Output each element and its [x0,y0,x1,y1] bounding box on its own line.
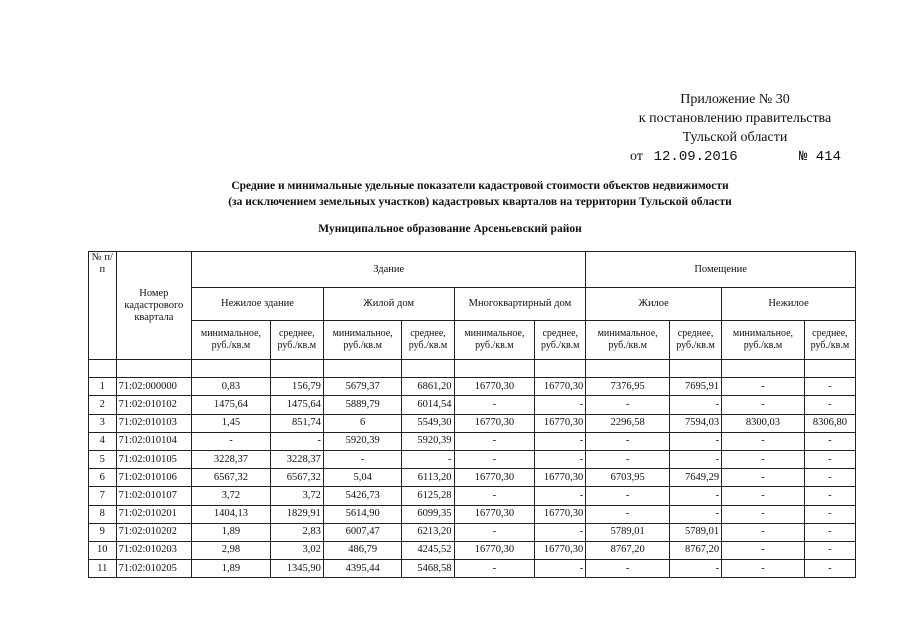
value-cell: 6703,95 [586,469,670,487]
value-cell: - [535,487,586,505]
value-cell: - [722,541,805,559]
value-cell: 5,04 [323,469,402,487]
value-cell: - [535,523,586,541]
value-cell: - [670,432,722,450]
avg-header: среднее, руб./кв.м [670,321,722,360]
resolution-date: 12.09.2016 [653,149,738,165]
table-row [89,487,856,505]
value-cell: 4245,52 [402,541,454,559]
value-cell: 16770,30 [535,469,586,487]
value-cell: 1404,13 [192,505,271,523]
value-cell: 5679,37 [323,378,402,396]
resolution-number: № 414 [798,149,841,165]
quarter-cell: 71:02:010205 [116,560,192,578]
value-cell: 2296,58 [586,414,670,432]
sub-house-header: Жилой дом [323,288,454,321]
value-cell: 7376,95 [586,378,670,396]
table-row [89,414,856,432]
row-number-cell: 4 [89,432,117,450]
value-cell: - [722,560,805,578]
value-cell: - [535,432,586,450]
value-cell: 1345,90 [270,560,323,578]
value-cell: - [454,487,535,505]
value-cell: - [722,523,805,541]
value-cell: - [670,450,722,468]
table-row [89,396,856,414]
min-header: минимальное, руб./кв.м [323,321,402,360]
value-cell: - [722,450,805,468]
title-line-2: (за исключением земельных участков) кадастровых кварталов на территории Тульской области [228,196,732,208]
value-cell: 1475,64 [270,396,323,414]
row-number-cell: 3 [89,414,117,432]
value-cell: 16770,30 [454,469,535,487]
row-number-cell: 1 [89,378,117,396]
value-cell: - [454,396,535,414]
table-row [89,432,856,450]
value-cell: - [586,450,670,468]
value-cell: 7695,91 [670,378,722,396]
value-cell: 7649,29 [670,469,722,487]
annex-number: Приложение № 30 [680,92,790,107]
avg-header: среднее, руб./кв.м [270,321,323,360]
value-cell: 16770,30 [535,414,586,432]
value-cell: - [323,450,402,468]
value-cell: - [722,396,805,414]
quarter-cell: 71:02:010103 [116,414,192,432]
value-cell: - [722,487,805,505]
value-cell: - [804,505,855,523]
value-cell: 2,83 [270,523,323,541]
value-cell: 8306,80 [804,414,855,432]
value-cell: 16770,30 [454,378,535,396]
quarter-cell: 71:02:000000 [116,378,192,396]
value-cell: 5920,39 [323,432,402,450]
table-row [89,450,856,468]
min-header: минимальное, руб./кв.м [454,321,535,360]
sub-nonres-building-header: Нежилое здание [192,288,324,321]
value-cell: - [586,487,670,505]
avg-header: среднее, руб./кв.м [402,321,454,360]
quarter-cell: 71:02:010107 [116,487,192,505]
value-cell: 8767,20 [670,541,722,559]
value-cell: 6567,32 [270,469,323,487]
value-cell: - [535,560,586,578]
value-cell: 6861,20 [402,378,454,396]
value-cell: - [722,378,805,396]
quarter-cell: 71:02:010106 [116,469,192,487]
col-quarter-header: Номер кадастрового квартала [116,252,192,360]
value-cell: 6125,28 [402,487,454,505]
row-number-cell: 6 [89,469,117,487]
table-body [89,360,856,578]
min-header: минимальное, руб./кв.м [192,321,271,360]
value-cell: 1,89 [192,560,271,578]
value-cell: - [804,396,855,414]
value-cell: - [804,523,855,541]
value-cell: 6099,35 [402,505,454,523]
row-number-cell: 2 [89,396,117,414]
value-cell: - [722,469,805,487]
value-cell: - [454,450,535,468]
annex-header [625,90,845,167]
value-cell: - [670,487,722,505]
document-title [150,178,810,210]
value-cell: 0,83 [192,378,271,396]
value-cell: 1,45 [192,414,271,432]
value-cell: 5789,01 [586,523,670,541]
annex-resolution: к постановлению правительства [638,111,832,126]
value-cell: - [535,396,586,414]
row-number-cell: 7 [89,487,117,505]
value-cell: - [454,432,535,450]
cadastral-table [88,251,856,578]
table-row [89,505,856,523]
value-cell: 3,02 [270,541,323,559]
table-row [89,541,856,559]
min-header: минимальное, руб./кв.м [722,321,805,360]
value-cell: 3,72 [192,487,271,505]
value-cell: 7594,03 [670,414,722,432]
sub-apartment-header: Многоквартирный дом [454,288,586,321]
value-cell: - [804,432,855,450]
value-cell: - [402,450,454,468]
value-cell: 1475,64 [192,396,271,414]
value-cell: - [270,432,323,450]
value-cell: - [586,396,670,414]
value-cell: 3228,37 [192,450,271,468]
value-cell: - [454,523,535,541]
avg-header: среднее, руб./кв.м [535,321,586,360]
value-cell: - [670,560,722,578]
quarter-cell: 71:02:010202 [116,523,192,541]
quarter-cell: 71:02:010105 [116,450,192,468]
value-cell: 5426,73 [323,487,402,505]
table-row [89,469,856,487]
value-cell: - [192,432,271,450]
value-cell: 6 [323,414,402,432]
table-row [89,378,856,396]
value-cell: 16770,30 [454,414,535,432]
value-cell: - [586,560,670,578]
value-cell: - [804,378,855,396]
value-cell: - [804,469,855,487]
col-number-header: № п/п [89,252,117,360]
municipality-title: Муниципальное образование Арсеньевский район [318,223,582,235]
quarter-cell: 71:02:010203 [116,541,192,559]
value-cell: - [454,560,535,578]
row-number-cell: 8 [89,505,117,523]
value-cell: 16770,30 [535,378,586,396]
value-cell: 4395,44 [323,560,402,578]
value-cell: - [804,541,855,559]
value-cell: 6213,20 [402,523,454,541]
value-cell: 6567,32 [192,469,271,487]
date-prefix: от [630,149,643,164]
value-cell: - [670,396,722,414]
value-cell: 16770,30 [454,505,535,523]
value-cell: 851,74 [270,414,323,432]
quarter-cell: 71:02:010201 [116,505,192,523]
value-cell: - [804,450,855,468]
value-cell: - [722,432,805,450]
row-number-cell: 10 [89,541,117,559]
value-cell: 5614,90 [323,505,402,523]
value-cell: 3228,37 [270,450,323,468]
value-cell: 3,72 [270,487,323,505]
title-line-1: Средние и минимальные удельные показатели кадастровой стоимости объектов недвижимости [231,180,729,192]
avg-header: среднее, руб./кв.м [804,321,855,360]
value-cell: 8767,20 [586,541,670,559]
value-cell: - [586,505,670,523]
value-cell: - [804,560,855,578]
value-cell: - [804,487,855,505]
value-cell: - [586,432,670,450]
group-building-header: Здание [192,252,586,288]
sub-res-premises-header: Жилое [586,288,722,321]
value-cell: 16770,30 [535,505,586,523]
min-header: минимальное, руб./кв.м [586,321,670,360]
value-cell: 6113,20 [402,469,454,487]
value-cell: 2,98 [192,541,271,559]
value-cell: 16770,30 [454,541,535,559]
row-number-cell: 5 [89,450,117,468]
value-cell: 1,89 [192,523,271,541]
row-number-cell: 9 [89,523,117,541]
value-cell: 156,79 [270,378,323,396]
annex-region: Тульской области [682,130,788,145]
value-cell: 5468,58 [402,560,454,578]
value-cell: 5920,39 [402,432,454,450]
value-cell: 8300,03 [722,414,805,432]
value-cell: 6014,54 [402,396,454,414]
value-cell: - [670,505,722,523]
value-cell: 6007,47 [323,523,402,541]
value-cell: 486,79 [323,541,402,559]
value-cell: 5789,01 [670,523,722,541]
value-cell: 16770,30 [535,541,586,559]
value-cell: 5889,79 [323,396,402,414]
row-number-cell: 11 [89,560,117,578]
value-cell: - [722,505,805,523]
resolution-date-number [625,147,845,167]
table-row [89,560,856,578]
value-cell: 1829,91 [270,505,323,523]
sub-nonres-premises-header: Нежилое [722,288,856,321]
table-row [89,523,856,541]
value-cell: - [535,450,586,468]
quarter-cell: 71:02:010104 [116,432,192,450]
value-cell: 5549,30 [402,414,454,432]
group-premises-header: Помещение [586,252,856,288]
quarter-cell: 71:02:010102 [116,396,192,414]
